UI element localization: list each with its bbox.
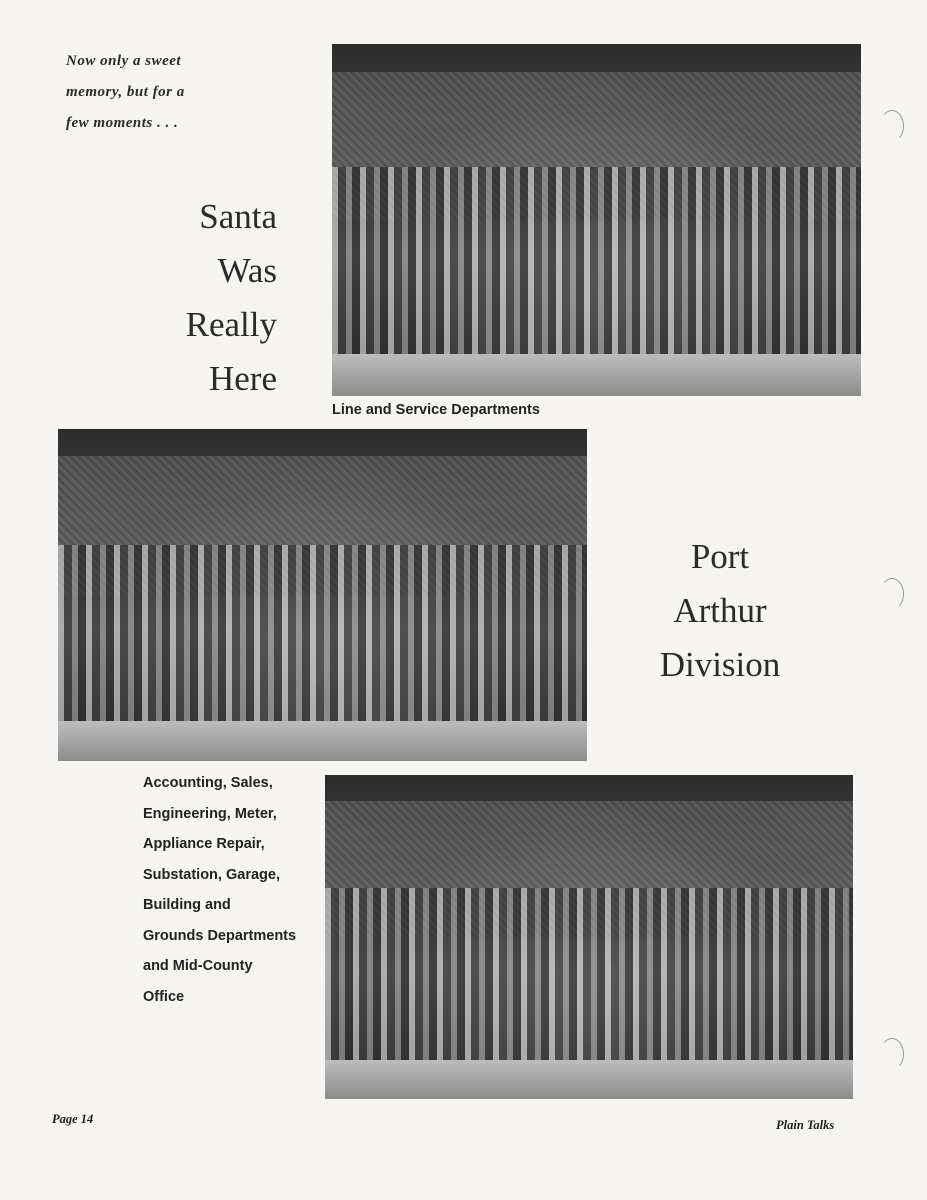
caption-line: and Mid-County: [143, 958, 253, 974]
photo-accounting-group: [325, 775, 853, 1099]
intro-line: memory, but for a: [66, 84, 185, 100]
headline-line: Here: [208, 359, 277, 398]
caption-line: Office: [143, 988, 185, 1005]
caption-line: Building and: [143, 897, 231, 913]
headline-port-arthur-division: [650, 530, 790, 692]
binder-hole-icon: [880, 110, 904, 142]
caption-accounting-departments: [143, 768, 323, 1012]
headline-line: Port: [690, 537, 750, 576]
page-number: Page 14: [52, 1112, 94, 1126]
caption-line-and-service: Line and Service Departments: [332, 402, 540, 418]
intro-text: [66, 46, 276, 139]
caption-line: Appliance Repair,: [143, 836, 265, 852]
photo-line-and-service-group: [332, 44, 861, 396]
publication-name: Plain Talks: [776, 1118, 835, 1132]
headline-line: Was: [217, 251, 277, 290]
caption-line: Engineering, Meter,: [143, 805, 277, 822]
binder-hole-icon: [880, 1038, 904, 1070]
headline-line: Division: [659, 645, 781, 684]
photo-port-arthur-group: [58, 429, 587, 761]
intro-line: Now only a sweet: [66, 53, 182, 69]
caption-line: Substation, Garage,: [143, 866, 280, 883]
caption-line: Grounds Departments: [143, 927, 297, 944]
headline-santa-was-really-here: [150, 190, 277, 406]
intro-line: few moments . . .: [66, 115, 179, 131]
headline-line: Arthur: [673, 591, 767, 630]
headline-line: Santa: [199, 197, 277, 236]
caption-line: Accounting, Sales,: [143, 775, 273, 791]
headline-line: Really: [185, 305, 277, 344]
binder-hole-icon: [880, 578, 904, 610]
